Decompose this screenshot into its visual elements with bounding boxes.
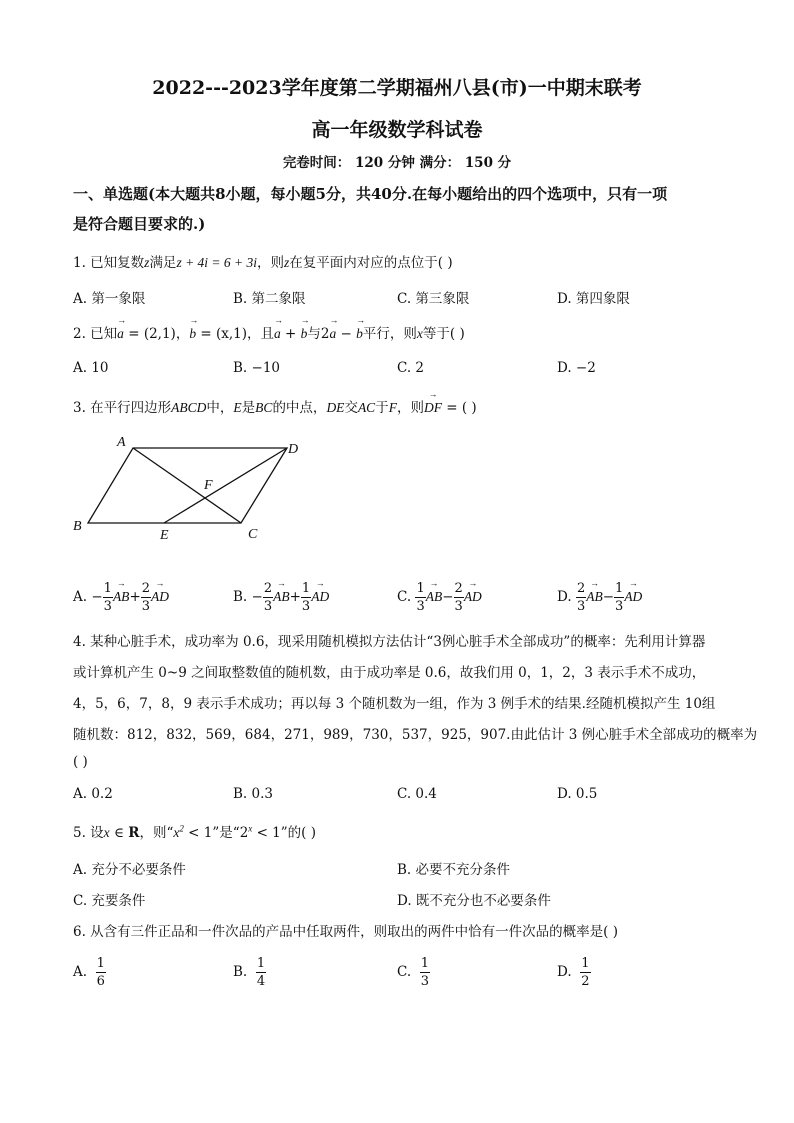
question-2-option-a: A. 10 bbox=[73, 360, 109, 376]
question-2-stem: 2. 已知→ a = (2,1)，→ b = (x,1)，且→ a + → b与2→ a − → b平行，则x等于( ) bbox=[73, 322, 465, 342]
label-c: C bbox=[248, 527, 258, 542]
question-5-option-d: D. 既不充分也不必要条件 bbox=[397, 893, 551, 909]
label-f: F bbox=[204, 478, 213, 493]
question-4-option-d: D. 0.5 bbox=[557, 786, 598, 802]
question-3-stem: 3. 在平行四边形ABCD中，E是BC的中点，DE交AC于F，则→ DF = ( ) bbox=[73, 396, 477, 416]
question-1-option-d: D. 第四象限 bbox=[557, 291, 630, 307]
parallelogram-figure bbox=[60, 428, 320, 548]
exam-subtitle: 高一年级数学科试卷 bbox=[311, 119, 483, 141]
question-4-line3: 4，5，6，7，8，9 表示手术成功；再以每 3 个随机数为一组，作为 3 例手术的结果.经随机模拟产生 10组 bbox=[73, 696, 716, 712]
label-b: B bbox=[73, 519, 82, 534]
section-heading-line2: 是符合题目要求的.) bbox=[73, 215, 206, 233]
question-6-option-b: B. $\frac{1}{4}$ bbox=[233, 956, 266, 989]
question-1-option-c: C. 第三象限 bbox=[397, 291, 470, 307]
question-3-option-a: A. − $\frac{1}{3}$ → AB+ $\frac{2}{3}$ → AD bbox=[73, 582, 169, 613]
question-5-option-a: A. 充分不必要条件 bbox=[73, 862, 186, 878]
question-3-option-d: D. $\frac{2}{3}$ → AB− $\frac{1}{3}$ → AD bbox=[557, 582, 642, 613]
question-6-option-c: C. $\frac{1}{3}$ bbox=[397, 956, 430, 989]
question-2-option-b: B. −10 bbox=[233, 360, 280, 376]
question-5-option-c: C. 充要条件 bbox=[73, 893, 146, 909]
question-4-option-a: A. 0.2 bbox=[73, 786, 113, 802]
label-d: D bbox=[288, 442, 299, 457]
question-4-line1: 4. 某种心脏手术，成功率为 0.6，现采用随机模拟方法估计“3例心脏手术全部成功”的概率：先利用计算器 bbox=[73, 634, 706, 650]
question-3-option-b: B. − $\frac{2}{3}$ → AB+ $\frac{1}{3}$ → AD bbox=[233, 582, 329, 613]
exam-title: 2022---2023学年度第二学期福州八县(市)一中期末联考 bbox=[152, 77, 642, 99]
question-1-option-b: B. 第二象限 bbox=[233, 291, 306, 307]
question-6-stem: 6. 从含有三件正品和一件次品的产品中任取两件，则取出的两件中恰有一件次品的概率是( ) bbox=[73, 924, 618, 940]
question-6-option-d: D. $\frac{1}{2}$ bbox=[557, 956, 590, 989]
question-4-line5: ( ) bbox=[73, 754, 88, 770]
question-5-option-b: B. 必要不充分条件 bbox=[397, 862, 511, 878]
exam-info: 完卷时间： 120 分钟 满分： 150 分 bbox=[282, 155, 512, 171]
question-4-option-b: B. 0.3 bbox=[233, 786, 273, 802]
question-2-option-c: C. 2 bbox=[397, 360, 425, 376]
label-e: E bbox=[160, 528, 169, 543]
question-3-option-c: C. $\frac{1}{3}$ → AB− $\frac{2}{3}$ → AD bbox=[397, 582, 482, 613]
question-1-option-a: A. 第一象限 bbox=[73, 291, 146, 307]
question-5-stem: 5. 设x ∈ R，则“$x^2 < 1$”是“$2^x < 1$”的( ) bbox=[73, 823, 316, 841]
question-4-line2: 或计算机产生 0~9 之间取整数值的随机数，由于成功率是 0.6，故我们用 0，1，2，3 表示手术不成功， bbox=[73, 665, 706, 681]
question-6-option-a: A. $\frac{1}{6}$ bbox=[73, 956, 105, 989]
question-2-option-d: D. −2 bbox=[557, 360, 596, 376]
question-4-option-c: C. 0.4 bbox=[397, 786, 437, 802]
label-a: A bbox=[117, 435, 126, 450]
section-heading-line1: 一、单选题(本大题共8小题，每小题5分，共40分.在每小题给出的四个选项中，只有一项 bbox=[73, 185, 668, 203]
question-1-stem: 1. 已知复数z满足z + 4i = 6 + 3i，则z在复平面内对应的点位于( ) bbox=[73, 255, 453, 271]
question-4-line4: 随机数：812，832，569，684，271，989，730，537，925，907.由此估计 3 例心脏手术全部成功的概率为 bbox=[73, 727, 758, 743]
